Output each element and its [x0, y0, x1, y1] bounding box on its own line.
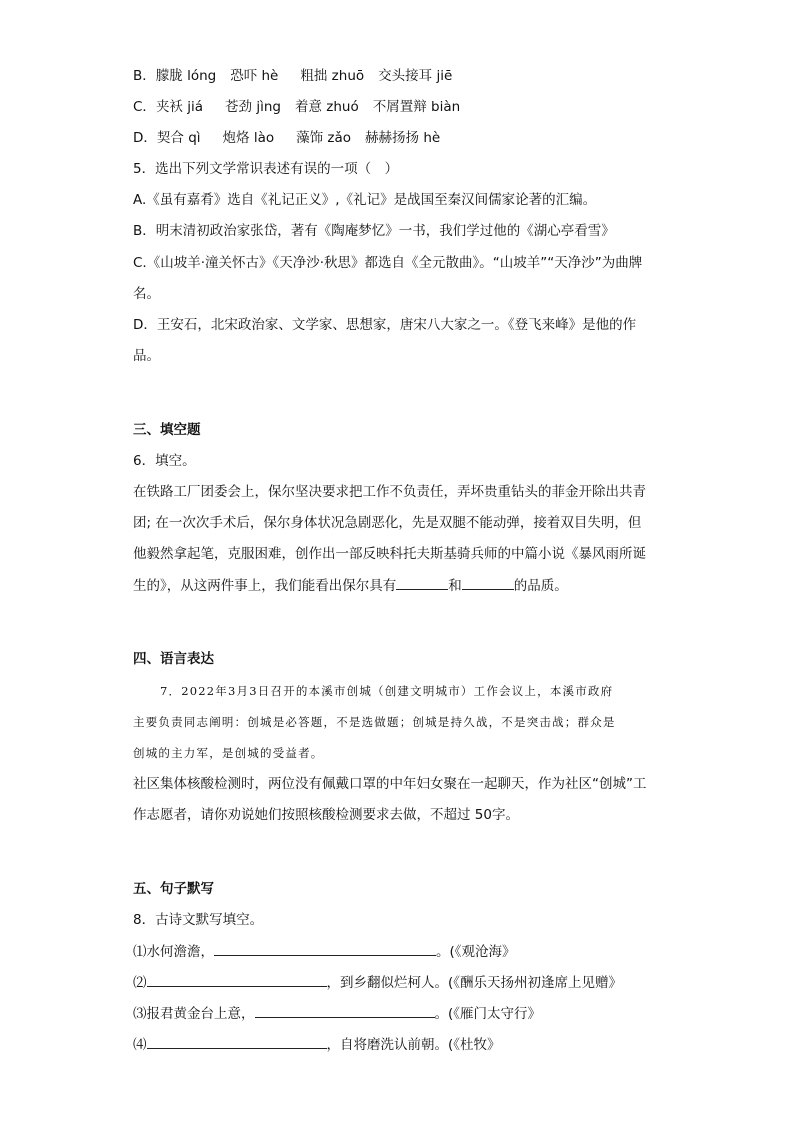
- q8-item-4: ⑷ ，自将磨洗认前朝。(《杜牧》: [133, 1034, 501, 1055]
- q5-option-c-line2: 名。: [133, 286, 160, 302]
- section-5-heading: 五、句子默写: [133, 881, 214, 897]
- q5-option-c-line1: C.《山坡羊·潼关怀古》《天净沙·秋思》都选自《全元散曲》。“山坡羊”“天净沙”为曲牌: [133, 255, 643, 271]
- q7-text-line3: 创城的主力军，是创城的受益者。: [133, 746, 324, 760]
- q5-stem: 5．选出下列文学常识表述有误的一项（ ）: [133, 161, 399, 177]
- section-3-heading: 三、填空题: [133, 422, 201, 438]
- q8-stem: 8．古诗文默写填空。: [133, 912, 264, 928]
- q4-option-c: C．夹袄 jiá 苍劲 jìng 着意 zhuó 不屑置辩 biàn: [133, 99, 461, 115]
- q7-prompt-line2: 作志愿者，请你劝说她们按照核酸检测要求去做，不超过 50字。: [133, 807, 519, 823]
- q8-blank-2[interactable]: [147, 972, 327, 987]
- section-4-heading: 四、语言表达: [133, 651, 214, 667]
- q8-item-3: ⑶报君黄金台上意， 。(《雁门太守行》: [133, 1003, 541, 1024]
- q8-blank-4[interactable]: [147, 1034, 327, 1049]
- q6-text-line2: 团; 在一次次手术后，保尔身体状况急剧恶化，先是双腿不能动弹，接着双目失明，但: [133, 515, 642, 531]
- q5-option-a: A.《虽有嘉肴》选自《礼记正义》,《礼记》是战国至秦汉间儒家论著的汇编。: [133, 192, 597, 208]
- q6-text-line1: 在铁路工厂团委会上，保尔坚决要求把工作不负责任，弄坏贵重钻头的菲金开除出共青: [133, 484, 646, 500]
- q8-blank-1[interactable]: [214, 941, 436, 956]
- q6-text-line4: 生的》，从这两件事上，我们能看出保尔具有 和 的品质。: [133, 575, 568, 596]
- q4-option-b: B．朦胧 lóng 恐吓 hè 粗拙 zhuō 交头接耳 jiē: [133, 68, 453, 84]
- q8-blank-3[interactable]: [255, 1003, 435, 1018]
- q6-text-line3: 他毅然拿起笔，克服困难，创作出一部反映科托夫斯基骑兵师的中篇小说《暴风雨所诞: [133, 546, 646, 562]
- q8-item-2: ⑵ ，到乡翻似烂柯人。(《酬乐天扬州初逢席上见赠》: [133, 972, 622, 993]
- q5-option-b: B．明末清初政治家张岱，著有《陶庵梦忆》一书，我们学过他的《湖心亭看雪》: [133, 223, 615, 239]
- q5-option-d-line1: D．王安石，北宋政治家、文学家、思想家，唐宋八大家之一。《登飞来峰》是他的作: [133, 317, 637, 333]
- q6-blank-1[interactable]: [396, 575, 448, 590]
- q6-blank-2[interactable]: [462, 575, 514, 590]
- q8-item-1: ⑴水何澹澹， 。(《观沧海》: [133, 941, 516, 962]
- q7-text-line1: 7．2022年3月3日召开的本溪市创城（创建文明城市）工作会议上，本溪市政府: [160, 684, 614, 698]
- q4-option-d: D．契合 qì 炮烙 lào 藻饰 zǎo 赫赫扬扬 hè: [133, 130, 441, 146]
- q5-option-d-line2: 品。: [133, 348, 160, 364]
- q7-text-line2: 主要负责同志阐明：创城是必答题，不是选做题；创城是持久战，不是突击战；群众是: [133, 715, 616, 729]
- q7-prompt-line1: 社区集体核酸检测时，两位没有佩戴口罩的中年妇女聚在一起聊天，作为社区“创城”工: [133, 776, 647, 792]
- q6-stem: 6．填空。: [133, 453, 196, 469]
